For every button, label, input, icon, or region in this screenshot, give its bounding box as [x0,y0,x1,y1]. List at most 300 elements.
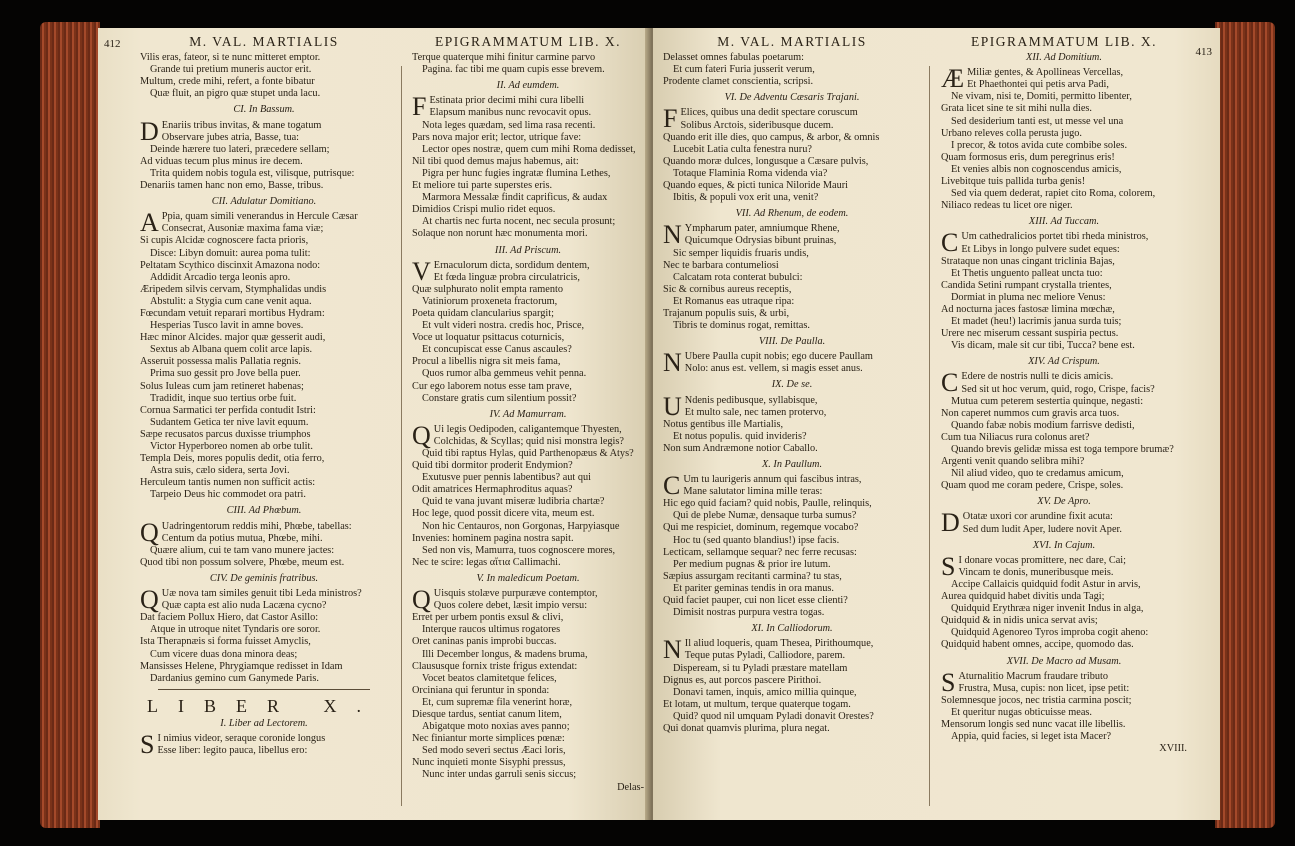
verse-line [140,320,388,332]
verse-line [140,88,388,100]
epigram-heading: VI. De Adventu Cæsaris Trajani. [724,92,860,104]
verse-text: Aturnalitio Macrum fraudare tributo [958,670,1109,682]
verse-text: Poeta quidam clancularius spargit; [412,307,554,319]
verse-line [941,316,1187,328]
verse-line [412,661,644,673]
verse-text: Nolo: anus est. vellem, si magis esset anus. [684,363,863,375]
verse-text: Solemnesque jocos, nec tristia carmina poscit; [941,694,1132,706]
verse-line [412,757,644,769]
drop-capital: Q [140,517,159,547]
verse-line [412,697,644,709]
verse-line [140,156,388,168]
verse-text: Consecrat, Ausoniæ maxima fama viæ; [161,223,324,235]
epigram-heading: II. Ad eumdem. [496,80,560,92]
verse-text: Et Libys in longo pulvere sudet eques: [961,243,1120,255]
verse-line [663,583,921,595]
epigram-heading: VIII. De Paulla. [758,336,826,348]
verse-text: Quam formosus eris, dum peregrinus eris! [941,151,1115,163]
verse-text: Solibus Arctois, sideribusque ducem. [680,119,834,131]
verse-line [663,156,921,168]
verse-line [140,612,388,624]
epigram-heading: XVI. In Cajum. [1032,539,1096,551]
verse-line [412,545,644,557]
verse-line [941,304,1187,316]
verse-text: Quicumque Odrysias bibunt pruinas, [684,235,837,247]
verse-line [140,429,388,441]
verse-line [941,579,1187,591]
verse-text: At chartis nec furta nocent, nec secula prosunt; [422,216,616,228]
verse-text: Erret per urbem pontis exsul & clivi, [412,612,564,624]
drop-capital: S [941,551,956,581]
verse-line [663,296,921,308]
verse-text: Ndenis pedibusque, syllabisque, [684,394,818,406]
verse-text: Et multo sale, nec tamen protervo, [684,406,827,418]
verse-text: Si cupis Alcidæ cognoscere facta prioris, [140,235,309,247]
verse-line [412,612,644,624]
verse-text: Colchidas, & Scyllas; quid nisi monstra legis? [433,435,624,447]
verse-text: Aurea quidquid habet divitis unda Tagi; [941,591,1105,603]
verse-text: Nec finiantur morte simplices pœnæ: [412,733,565,745]
verse-text: Cornua Sarmatici ter perfida contudit Istri: [140,404,316,416]
verse-text: Templa Deis, mores populis dedit, otia ferro, [140,453,325,465]
verse-line [941,164,1187,176]
verse-line [663,547,921,559]
verse-line [140,284,388,296]
verse-line [663,607,921,619]
verse-text: Sudantem Getica ter nive lavit equum. [150,416,309,428]
verse-text: Et notus populis. quid invideris? [673,430,807,442]
verse-text: Abigatque moto noxias aves panno; [422,721,570,733]
verse-line [941,140,1187,152]
verse-line [412,436,644,448]
verse-text: Nunc inquieti monte Sisyphi pressus, [412,757,566,769]
verse-line [412,733,644,745]
verse-line [941,683,1187,695]
book-title: LIBER X. [147,695,381,716]
verse-line [941,292,1187,304]
verse-line [140,649,388,661]
verse-text: Uadringentorum reddis mihi, Phœbe, tabellas: [161,520,352,532]
page-number: 413 [1195,46,1212,58]
verse-line [663,407,921,419]
verse-line [412,769,644,781]
verse-line [412,368,644,380]
verse-text: Prodente clamet conscientia, scripsi. [663,76,814,88]
verse-line [663,235,921,247]
verse-line [140,332,388,344]
verse-line [412,460,644,472]
verse-line [663,535,921,547]
verse-line [140,417,388,429]
verse-line [140,545,388,557]
verse-line [663,284,921,296]
verse-text: Notus gentibus ille Martialis, [663,418,784,430]
verse-text: Il aliud loqueris, quam Thesea, Pirithoumque, [684,638,874,650]
verse-text: Livebitque tuis pallida turba genis! [941,176,1086,188]
epigram-heading: IV. Ad Mamurram. [489,408,567,420]
verse-text: Quam quod me coram pedere, Crispe, soles. [941,480,1124,492]
verse-text: Et pariter geminas tendis in ora manus. [673,582,834,594]
verse-line [663,52,921,64]
catchword: XVIII. [1159,743,1187,755]
verse-text: Quando brevis gelidæ missa est toga tempore brumæ? [951,444,1174,455]
verse-line [412,120,644,132]
verse-line [412,533,644,545]
verse-line [412,296,644,308]
verse-text: Edere de nostris nulli te dicis amicis. [961,371,1114,383]
verse-line [140,600,388,612]
verse-line [412,216,644,228]
verse-text: Non sum Andræmone notior Caballo. [663,442,818,454]
verse-line [663,723,921,735]
drop-capital: S [140,729,155,759]
verse-text: Hæc minor Alcides. major quæ gesserit audi, [140,332,326,344]
verse-line [941,524,1187,536]
verse-line [663,687,921,699]
verse-text: Centum da potius mutua, Phœbe, mihi. [161,532,323,544]
verse-line [412,52,644,64]
verse-text: Accipe Callaicis quidquid fodit Astur in arvis, [951,578,1141,590]
verse-text: Et concupiscat esse Canus ascaules? [422,344,572,356]
verse-text: Uæ nova tam similes genuit tibi Leda ministros? [161,588,362,600]
verse-text: Quæ sulphurato nolit empta ramento [412,283,563,295]
verse-text: Sed dum ludit Aper, ludere novit Aper. [962,523,1122,535]
verse-line [941,480,1187,492]
verse-text: Denariis tamen hanc non emo, Basse, tribus. [140,180,324,192]
verse-text: Ista Therapnæis si forma fuisset Amyclis, [140,636,311,648]
verse-text: Calcatam rota conterat bubulci: [673,271,803,283]
verse-line [941,731,1187,743]
verse-text: Et queritur nugas obticuisse meas. [951,706,1092,718]
drop-capital: C [663,471,681,501]
running-head: EPIGRAMMATUM LIB. X. [970,34,1157,49]
drop-capital: Q [140,585,159,615]
verse-text: Teque putas Pyladi, Calliodore, parem. [684,650,846,662]
verse-text: Sic & cornibus aureus receptis, [663,283,792,295]
verse-text: Ad nocturna jaces fastosæ limina mœchæ, [941,303,1115,315]
verse-text: Æripedem silvis cervam, Stymphalidas undis [140,283,327,295]
verse-line [140,235,388,247]
verse-text: Lector opes nostræ, quem cum mihi Roma dedisset, [422,143,636,155]
verse-line [140,223,388,235]
verse-text: Ernaculorum dicta, sordidum dentem, [433,259,590,271]
verse-line [663,308,921,320]
verse-text: Vatiniorum proxeneta fractorum, [422,295,558,307]
verse-line [941,603,1187,615]
verse-text: I precor, & totos avida cute combibe soles. [951,139,1128,151]
drop-capital: Q [412,420,431,450]
verse-line [663,76,921,88]
verse-line [663,486,921,498]
verse-text: Quæ fluit, an pigro quæ stupet unda lacu. [150,88,321,100]
epigram-heading: XIV. Ad Crispum. [1028,356,1100,368]
verse-line [140,381,388,393]
verse-text: Procul a libellis nigra sit meis fama, [412,356,561,368]
epigram-heading: XI. In Calliodorum. [751,623,833,635]
verse-line [140,356,388,368]
verse-text: Strataque non unas cingant triclinia Bajas, [941,255,1115,267]
verse-line [941,707,1187,719]
verse-line [412,636,644,648]
verse-text: Nota leges quædam, sed lima rasa recenti. [422,119,596,131]
verse-text: Mansisses Helene, Phrygiamque redisset in Idam [140,660,343,672]
verse-line [941,103,1187,115]
verse-text: Nec te barbara contumeliosi [663,259,779,271]
verse-text: Candida Setini rumpant crystalla trientes, [941,279,1112,291]
verse-line [663,248,921,260]
verse-text: Otatæ uxori cor arundine fixit acuta: [962,511,1113,523]
verse-text: Non caperet nummos cum gravis arca tuos. [941,407,1120,419]
verse-text: Vincam te donis, muneribusque meis. [958,566,1114,578]
drop-capital: N [663,348,682,378]
verse-line [941,456,1187,468]
verse-line [941,627,1187,639]
verse-line [941,719,1187,731]
verse-text: Quid faciet pauper, cui non licet esse clienti? [663,595,848,607]
verse-line [663,498,921,510]
verse-text: Solaque non norunt hæc monumenta mori. [412,228,588,240]
verse-line [140,296,388,308]
verse-text: Qui donat quamvis plurima, plura negat. [663,722,830,734]
drop-capital: F [412,92,427,122]
verse-text: Mensorum longis sed nunc vacat ille libellis. [941,718,1126,730]
verse-line [412,204,644,216]
verse-text: Qui me respiciet, dominum, regemque vocabo? [663,522,859,534]
verse-text: Trajanum populis suis, & urbi, [663,307,790,319]
verse-line [663,260,921,272]
verse-text: Claususque fornix triste frigus extendat: [412,660,578,672]
verse-text: Dormiat in pluma nec meliore Venus: [951,291,1106,303]
verse-text: Quando fabæ nobis modium farrisve dedisti, [951,419,1135,431]
verse-text: Niliaco redeas tu licet ore niger. [941,200,1073,212]
verse-text: Disce: Libyn domuit: aurea poma tulit: [150,247,311,259]
verse-text: Qui de plebe Numæ, densaque turba sumus? [673,510,857,522]
verse-text: Addidit Arcadio terga leonis apro. [150,271,291,283]
verse-text: Ad viduas tecum plus minus ire decem. [140,155,303,167]
verse-line [140,745,388,757]
verse-line [941,695,1187,707]
verse-line [941,408,1187,420]
verse-text: Sed sit ut hoc verum, quid, rogo, Crispe, facis? [961,383,1155,395]
verse-line [412,600,644,612]
right-page [653,28,1220,820]
left-column-1 [140,36,388,757]
verse-text: Et lotam, ut multum, terque quaterque togam. [663,698,851,710]
verse-text: Quidquid Agenoreo Tyros improba cogit aheno: [951,627,1149,639]
verse-line [140,52,388,64]
verse-text: Quidquid & in nidis unica servat avis; [941,615,1098,627]
verse-text: Invenies: hominem pagina nostra sapit. [412,532,574,544]
verse-line [412,332,644,344]
verse-text: Um tu laurigeris annum qui fascibus intras, [683,474,862,486]
verse-line [140,308,388,320]
verse-text: Nil aliud video, quo te credamus amicum, [951,468,1124,480]
verse-line [412,308,644,320]
verse-text: Ui legis Oedipoden, caligantemque Thyesten, [433,423,622,435]
verse-line [663,650,921,662]
verse-text: Dimidios Crispi mulio ridet equos. [412,204,556,216]
verse-text: Et, cum supremæ fila venerint horæ, [422,696,573,708]
verse-line [140,441,388,453]
verse-line [412,228,644,240]
verse-line [412,144,644,156]
verse-text: Quidquid Erythræa niger invenit Indus in alga, [951,603,1144,615]
verse-line [941,328,1187,340]
verse-line [140,272,388,284]
verse-line [412,272,644,284]
verse-line [140,453,388,465]
verse-text: Miliæ gentes, & Apollineas Vercellas, [967,67,1124,79]
verse-text: Hic ego quid faciam? quid nobis, Paulle, relinquis, [663,498,872,510]
left-page [98,28,651,820]
verse-line [941,79,1187,91]
epigram-heading: CII. Adulatur Domitiano. [211,196,317,208]
verse-line [412,320,644,332]
verse-text: Et venies albis non cognoscendus amicis, [951,163,1122,175]
verse-text: Estinata prior decimi mihi cura libelli [429,95,585,107]
verse-line [140,557,388,569]
verse-text: Et Thetis unguento palleat uncta tuo: [951,267,1103,279]
verse-line [412,192,644,204]
drop-capital: D [140,116,159,146]
drop-capital: C [941,368,959,398]
verse-text: Nil tibi quod demus majus habemus, ait: [412,155,579,167]
verse-text: Multum, crede mihi, refert, a fonte bibatur [140,76,315,88]
verse-text: Et vult videri nostra. credis hoc, Prisce, [422,320,585,332]
verse-text: Esse liber: legito pauca, libellus ero: [157,745,308,757]
verse-line [941,384,1187,396]
verse-line [941,200,1187,212]
verse-line [412,156,644,168]
verse-text: Sextus ab Albana quem colit arce lapis. [150,344,313,356]
verse-line [412,344,644,356]
verse-text: Mutua cum peterem sestertia quinque, negasti: [951,395,1144,407]
verse-text: Totaque Flaminia Roma videnda via? [673,167,828,179]
verse-text: Astra suis, cælo sidera, serta Jovi. [150,465,290,477]
verse-line [941,128,1187,140]
verse-text: Interque raucos ultimus rogatores [422,624,561,636]
verse-line [140,465,388,477]
epigram-heading: IX. De se. [771,379,813,391]
verse-line [412,508,644,520]
verse-line [140,64,388,76]
verse-text: Quid tibi raptus Hylas, quid Parthenopæus & Atys? [422,448,634,459]
verse-text: Quos colere debet, læsit impio versu: [433,600,588,612]
verse-text: Mane salutator limina mille teras: [683,486,823,498]
verse-text: Terque quaterque mihi finitur carmine parvo [412,52,596,64]
verse-text: Observare jubes atria, Basse, tua: [161,131,300,143]
verse-text: Cum vicere duas dona minora deas; [150,648,298,660]
verse-text: Vocet beatos clamitetque felices, [422,672,557,684]
verse-text: Quæ capta est alio nuda Lacæna cycno? [161,600,327,612]
verse-line [140,180,388,192]
verse-line [412,709,644,721]
drop-capital: F [663,104,678,134]
verse-text: Ne vivam, nisi te, Domiti, permitto libenter, [951,91,1132,103]
verse-line [412,107,644,119]
verse-text: Prima suo gessit pro Jove bella puer. [150,368,301,380]
verse-line [140,344,388,356]
verse-line [412,673,644,685]
verse-line [941,152,1187,164]
verse-text: Dardanius gemino cum Ganymede Paris. [150,672,319,684]
verse-line [412,721,644,733]
verse-line [663,180,921,192]
verse-text: Et meliore tui parte superstes eris. [412,180,553,192]
epigram-heading: XII. Ad Domitium. [1026,52,1102,64]
verse-line [941,468,1187,480]
verse-line [941,444,1187,456]
verse-line [941,591,1187,603]
verse-text: Per medium pugnas & prior ire lutum. [673,558,831,570]
verse-text: Tradidit, inque suo tertius orbe fuit. [150,392,297,404]
verse-line [663,431,921,443]
verse-text: Abstulit: a Stygia cum cane venit aqua. [150,295,312,307]
verse-text: I donare vocas promittere, nec dare, Cai; [958,554,1127,566]
verse-line [941,340,1187,352]
verse-text: Quære alium, cui te tam vano munere jactes: [150,544,335,556]
epigram-heading: XVII. De Macro ad Musam. [1006,655,1122,667]
verse-text: Et Phaethontei qui petis arva Padi, [967,79,1109,91]
verse-line [412,521,644,533]
verse-text: Elices, quibus una dedit spectare coruscum [680,107,858,119]
column-rule [929,66,930,806]
verse-line [941,268,1187,280]
verse-line [412,649,644,661]
verse-text: Ppia, quam simili venerandus in Hercule Cæsar [161,211,358,223]
verse-line [140,132,388,144]
verse-line [941,188,1187,200]
epigram-heading: CI. In Bassum. [233,104,295,116]
verse-text: Quos rumor alba gemmeus vehit penna. [422,368,587,380]
verse-line [140,636,388,648]
drop-capital: U [663,391,682,421]
verse-line [412,284,644,296]
verse-text: Exutusve puer pennis labentibus? aut qui [422,472,592,484]
verse-line [412,484,644,496]
verse-text: Grata licet sine te sit mihi nulla dies. [941,103,1092,115]
verse-line [140,260,388,272]
verse-text: Quid tibi dormitor proderit Endymion? [412,460,573,472]
verse-line [412,496,644,508]
verse-line [412,448,644,460]
verse-line [140,248,388,260]
verse-line [663,320,921,332]
verse-line [663,192,921,204]
verse-text: Grande tui pretium muneris auctor erit. [150,64,312,76]
verse-text: Oret caninas panis improbi buccas. [412,636,557,648]
verse-text: Ubere Paulla cupit nobis; ego ducere Paullam [684,351,873,363]
verse-text: Solus Iuleas cum jam retineret habenas; [140,380,304,392]
drop-capital: V [412,256,431,286]
verse-text: I nimius videor, seraque coronide longus [157,732,326,744]
verse-line [663,675,921,687]
drop-capital: Q [412,585,431,615]
verse-line [663,419,921,431]
epigram-heading: X. In Paullum. [761,459,823,470]
verse-line [140,76,388,88]
verse-line [412,685,644,697]
drop-capital: N [663,635,682,665]
verse-text: Pars nova major erit; lector, utrique fave: [412,131,582,143]
verse-text: Et Romanus eas utraque ripa: [673,295,795,307]
verse-line [412,356,644,368]
verse-text: Nec te scire: legas αἴτια Callimachi. [412,556,561,568]
verse-text: Sed desiderium tanti est, ut messe vel una [951,115,1124,127]
verse-line [140,168,388,180]
running-head: M. VAL. MARTIALIS [189,34,339,49]
verse-line [941,432,1187,444]
